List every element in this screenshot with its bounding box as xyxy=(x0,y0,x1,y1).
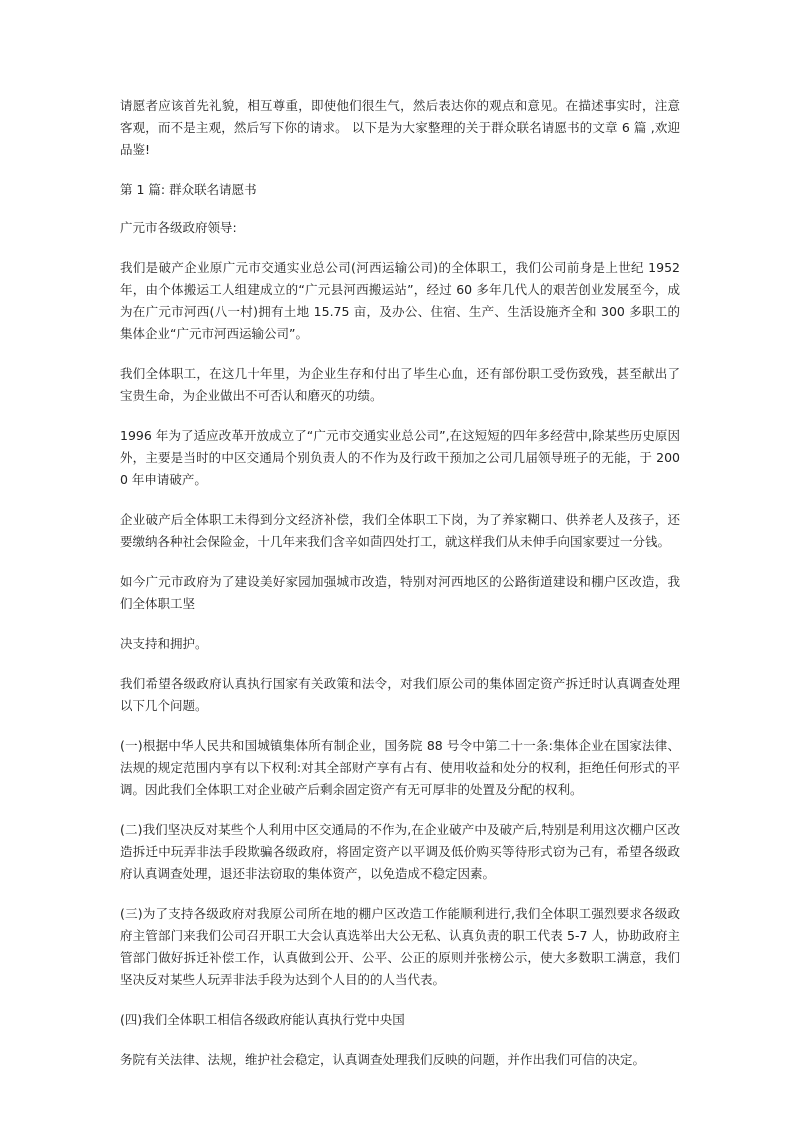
item-four-paragraph: (四)我们全体职工相信各级政府能认真执行党中央国 xyxy=(120,1012,405,1027)
body-paragraph-1: 我们是破产企业原广元市交通实业总公司(河西运输公司)的全体职工，我们公司前身是上世纪 1952 年，由个体搬运工人组建成立的“广元县河西搬运站”，经过 60 多年几代人的艰苦创业发展至今，成为在广元市河西(八一村)拥有土地 15.75 亩，及办公、住宿、生产、生活设施齐全和 300 多职工的集体企业“广元市河西运输公司”。 xyxy=(120,260,680,341)
article-title: 第 1 篇: 群众联名请愿书 xyxy=(120,182,257,197)
body-paragraph-3: 1996 年为了适应改革开放成立了“广元市交通实业总公司”,在这短短的四年多经营中,除某些历史原因外，主要是当时的中区交通局个别负责人的不作为及行政干预加之公司几届领导班子的无能，于 2000 年申请破产。 xyxy=(120,428,680,487)
body-paragraph-6: 决支持和拥护。 xyxy=(120,636,208,651)
body-paragraph-4: 企业破产后全体职工未得到分文经济补偿，我们全体职工下岗，为了养家糊口、供养老人及孩子，还要缴纳各种社会保险金，十几年来我们含辛如茴四处打工，就这样我们从未伸手向国家要过一分钱。 xyxy=(120,512,680,549)
body-paragraph-2: 我们全体职工，在这几十年里，为企业生存和付出了毕生心血，还有部份职工受伤致残，甚至献出了宝贵生命，为企业做出不可否认和磨灭的功绩。 xyxy=(120,366,680,403)
body-paragraph-7: 我们希望各级政府认真执行国家有关政策和法令，对我们原公司的集体固定资产拆迁时认真调查处理以下几个问题。 xyxy=(120,676,680,713)
intro-paragraph: 请愿者应该首先礼貌，相互尊重，即使他们很生气，然后表达你的观点和意见。在描述事实时，注意客观，而不是主观，然后写下你的请求。 以下是为大家整理的关于群众联名请愿书的文章 6 篇 ,欢迎品鉴! xyxy=(120,98,680,157)
item-two-paragraph: (二)我们坚决反对某些个人利用中区交通局的不作为,在企业破产中及破产后,特别是利用这次棚户区改造拆迁中玩弄非法手段欺骗各级政府，将固定资产以平调及低价购买等待形式窃为己有，希望各级政府认真调查处理，退还非法窃取的集体资产，以免造成不稳定因素。 xyxy=(120,822,680,881)
body-paragraph-5: 如今广元市政府为了建设美好家园加强城市改造，特别对河西地区的公路街道建设和棚户区改造，我们全体职工坚 xyxy=(120,574,680,611)
item-one-paragraph: (一)根据中华人民共和国城镇集体所有制企业，国务院 88 号令中第二十一条:集体企业在国家法律、法规的规定范围内享有以下权利:对其全部财产享有占有、使用收益和处分的权利，拒绝任何形式的平调。因此我们全体职工对企业破产后剩余固定资产有无可厚非的处置及分配的权利。 xyxy=(120,738,680,797)
document-body xyxy=(120,95,680,1089)
salutation: 广元市各级政府领导: xyxy=(120,220,237,235)
item-three-paragraph: (三)为了支持各级政府对我原公司所在地的棚户区改造工作能顺利进行,我们全体职工强烈要求各级政府主管部门来我们公司召开职工大会认真选举出大公无私、认真负责的职工代表 5-7 人，协助政府主管部门做好拆迁补偿工作，认真做到公开、公平、公正的原则并张榜公示，使大多数职工满意，我们坚决反对某些人玩弄非法手段为达到个人目的的人当代表。 xyxy=(120,906,680,987)
body-paragraph-last: 务院有关法律、法规，维护社会稳定，认真调查处理我们反映的问题，并作出我们可信的决定。 xyxy=(120,1052,646,1067)
